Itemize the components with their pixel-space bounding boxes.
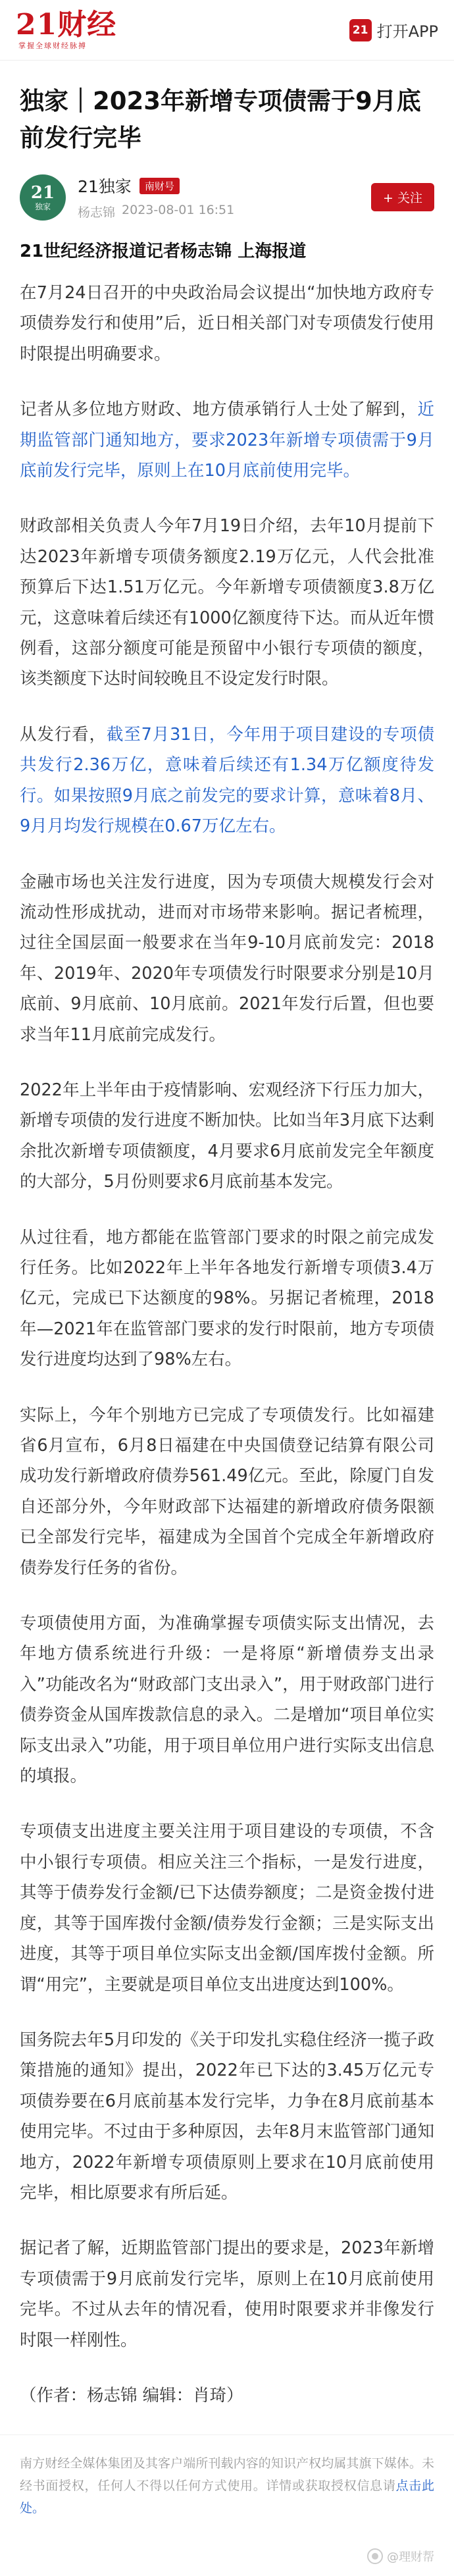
highlighted-text: 近期监管部门通知地方，要求2023年新增专项债需于9月底前发行完毕，原则上在10月底前使用完毕。 (20, 400, 434, 481)
paragraph (20, 1400, 434, 1583)
paragraph (20, 1222, 434, 1375)
watermark-text: @理财帮 (387, 2550, 434, 2564)
paragraph-text: 从发行看， (20, 724, 107, 745)
article-lead: 21世纪经济报道记者杨志锦 上海报道 (20, 242, 307, 261)
article-body (0, 221, 454, 2411)
paragraph-text: 专项债使用方面，为准确掌握专项债实际支出情况，去年地方债系统进行升级：一是将原“新增债券支出录入”功能改名为“财政部门支出录入”，用于财政部门进行债券资金从国库拨款信息的录入。二是增加“项目单位实际支出录入”功能，用于项目单位用户进行实际支出信息的填报。 (20, 1614, 434, 1787)
paragraph-text: 专项债支出进度主要关注用于项目建设的专项债，不含中小银行专项债。相应关注三个指标，一是发行进度，其等于债券发行金额/已下达债券额度；二是资金拨付进度，其等于国库拨付金额/债券发行金额；三是实际支出进度，其等于项目单位实际支出金额/国库拨付金额。所谓“用完”，主要就是项目单位支出进度达到100%。 (20, 1822, 434, 1995)
paragraph-text: 国务院去年5月印发的《关于印发扎实稳住经济一揽子政策措施的通知》提出，2022年已下达的3.45万亿元专项债券要在6月底前基本发行完毕，力争在8月底前基本使用完毕。不过由于多种原因，去年8月末监管部门通知地方，2022年新增专项债原则上要求在10月底前使用完毕，相比原要求有所后延。 (20, 2030, 434, 2203)
author-info (78, 174, 371, 221)
app-icon: 21 (349, 19, 372, 41)
copyright-text: 南方财经全媒体集团及其客户端所刊载内容的知识产权均属其旗下媒体。未经书面授权，任何人不得以任何方式使用。详情或获取授权信息请 (20, 2456, 434, 2493)
open-app-button[interactable] (349, 18, 438, 41)
follow-button[interactable]: + 关注 (371, 183, 434, 211)
footer (0, 2537, 454, 2576)
weibo-icon (367, 2548, 383, 2564)
paragraph-text: 2022年上半年由于疫情影响、宏观经济下行压力加大，新增专项债的发行进度不断加快。比如当年3月底下达剩余批次新增专项债额度，4月要求6月底前发完全年额度的大部分，5月份则要求6月底前基本发完。 (20, 1080, 434, 1192)
paragraph (20, 1075, 434, 1197)
paragraph-text: 财政部相关负责人今年7月19日介绍，去年10月提前下达2023年新增专项债务额度2.19万亿元，人代会批准预算后下达1.51万亿元。今年新增专项债额度3.8万亿元，这意味着后续还有1000亿额度待下达。而从近年惯例看，这部分额度可能是预留中小银行专项债的额度，该类额度下达时间较晚且不设定发行时限。 (20, 516, 434, 689)
top-bar (0, 0, 454, 61)
paragraph (20, 2233, 434, 2355)
paragraph (20, 1608, 434, 1791)
logo-subtitle: 掌握全球财经脉搏 (18, 41, 87, 50)
paragraph (20, 1816, 434, 1999)
logo-text: 21财经 (16, 7, 117, 41)
article-header (0, 61, 454, 221)
paragraph (20, 278, 434, 369)
author-name[interactable]: 21独家 (78, 177, 132, 196)
paragraph-text: 记者从多位地方财政、地方债承销行人士处了解到， (20, 400, 418, 420)
avatar-text: 21 (30, 182, 55, 203)
article-byline: （作者：杨志锦 编辑：肖琦） (20, 2385, 243, 2405)
authorization-link[interactable]: 点击此处。 (20, 2478, 434, 2515)
editor-name: 杨志锦 (78, 205, 116, 220)
avatar[interactable] (20, 174, 66, 221)
paragraph-text: 实际上，今年个别地方已完成了专项债发行。比如福建省6月宣布，6月8日福建在中央国债登记结算有限公司成功发行新增政府债券561.49亿元。至此，除厦门自发自还部分外，今年财政部下达福建的新增政府债务限额已全部发行完毕，福建成为全国首个完成全年新增政府债券发行任务的省份。 (20, 1405, 434, 1578)
paragraph (20, 867, 434, 1050)
site-logo[interactable] (16, 7, 117, 51)
paragraph (20, 720, 434, 842)
watermark (367, 2548, 434, 2565)
paragraph (20, 511, 434, 694)
article-title: 独家｜2023年新增专项债需于9月底前发行完毕 (20, 87, 421, 152)
publish-date: 2023-08-01 16:51 (122, 203, 235, 217)
paragraph-text: 在7月24日召开的中央政治局会议提出“加快地方政府专项债券发行和使用”后，近日相关部门对专项债发行使用时限提出明确要求。 (20, 283, 434, 364)
copyright-notice (0, 2434, 454, 2537)
paragraph-text: 据记者了解，近期监管部门提出的要求是，2023年新增专项债需于9月底前发行完毕，原则上在10月底前使用完毕。不过从去年的情况看，使用时限要求并非像发行时限一样刚性。 (20, 2238, 434, 2350)
paragraph-text: 金融市场也关注发行进度，因为专项债大规模发行会对流动性形成扰动，进而对市场带来影响。据记者梳理，过往全国层面一般要求在当年9-10月底前发完：2018年、2019年、2020年专项债发行时限要求分别是10月底前、9月底前、10月底前。2021年发行后置，但也要求当年11月底前完成发行。 (20, 872, 434, 1045)
paragraph (20, 394, 434, 486)
account-badge: 南财号 (139, 178, 180, 194)
author-row (20, 174, 434, 221)
highlighted-text: 截至7月31日，今年用于项目建设的专项债共发行2.36万亿，意味着后续还有1.34万亿额度待发行。如果按照9月底之前发完的要求计算，意味着8月、9月月均发行规模在0.67万亿左右。 (20, 724, 434, 837)
avatar-subtext: 独家 (34, 201, 51, 211)
open-app-label: 打开APP (376, 22, 438, 41)
paragraph (20, 2025, 434, 2208)
paragraph-text: 从过往看，地方都能在监管部门要求的时限之前完成发行任务。比如2022年上半年各地发行新增专项债3.4万亿元，完成已下达额度的98%。另据记者梳理，2018年—2021年在监管部门要求的发行时限前，地方专项债发行进度均达到了98%左右。 (20, 1227, 434, 1370)
paragraph-list (20, 278, 434, 2355)
